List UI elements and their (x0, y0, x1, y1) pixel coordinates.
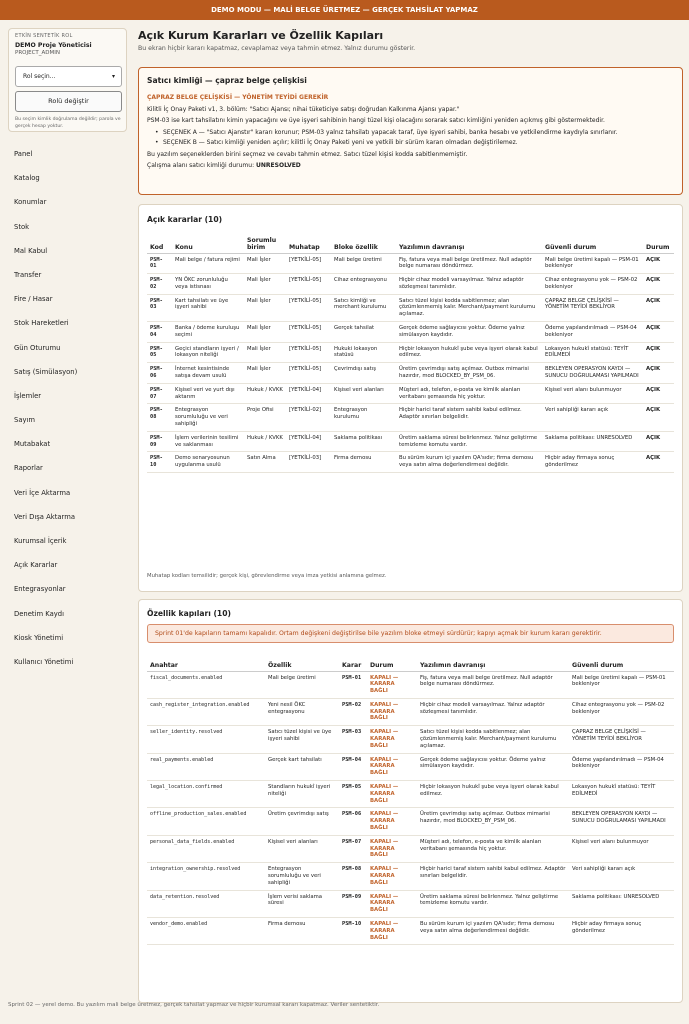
table-cell: Mali İşler (244, 342, 286, 363)
table-row (147, 726, 674, 753)
gates-column-header: Yazılımın davranışı (417, 647, 569, 671)
table-cell: Üretim saklama süresi belirlenmez. Yalnız geliştirme temizleme komutu vardır. (396, 431, 542, 452)
table-cell: AÇIK (643, 274, 674, 295)
table-cell: Mali belge üretimi kapalı — PSM-01 bekleniyor (542, 253, 643, 274)
table-cell: Gerçek ödeme sağlayıcısı yoktur. Ödeme yalnız simülasyon kaydıdır. (417, 753, 569, 780)
table-cell: Entegrasyon sorumluluğu ve veri sahipliği (172, 404, 244, 431)
table-cell: PSM-02 (147, 274, 172, 295)
table-row (147, 452, 674, 473)
sidebar-item[interactable]: Fire / Hasar (14, 295, 53, 304)
decisions-note: Muhatap kodları temsilidir; gerçek kişi, görevlendirme veya imza yetkisi anlamına gelmez. (147, 573, 387, 579)
decisions-column-header: Muhatap (286, 229, 331, 253)
table-cell: Gerçek ödeme sağlayıcısı yoktur. Ödeme yalnız simülasyon kaydıdır. (396, 322, 542, 343)
role-select[interactable] (15, 66, 122, 87)
gates-alert: Sprint 01'de kapıların tamamı kapalıdır. Ortam değişkeni değiştirilse bile yazılım bloke etmeyi sürdürür; kapıyı açmak bir kurum kararı gerektirir. (147, 624, 674, 643)
gates-column-header: Durum (367, 647, 417, 671)
sidebar-item[interactable]: İşlemler (14, 391, 42, 400)
table-cell: Hiçbir harici taraf sistem sahibi kabul edilmez. Adaptör sınırları belgelidir. (417, 863, 569, 890)
table-cell: AÇIK (643, 294, 674, 321)
table-cell: seller_identity.resolved (147, 726, 265, 753)
table-cell: AÇIK (643, 431, 674, 452)
sidebar-item[interactable]: Konumlar (14, 198, 47, 207)
table-cell: fiscal_documents.enabled (147, 671, 265, 698)
table-cell: Gerçek kart tahsilatı (265, 753, 339, 780)
table-cell: KAPALI — KARARA BAĞLI (367, 918, 417, 945)
table-cell: PSM-08 (339, 863, 367, 890)
table-cell: KAPALI — KARARA BAĞLI (367, 781, 417, 808)
table-cell: [YETKİLİ-04] (286, 383, 331, 404)
conflict-line: Kilitli İç Onay Paketi v1, 3. bölüm: "Satıcı Ajansı; nihai tüketiciye satışı doğrudan Kalkınma Ajansı yapar." (147, 106, 460, 113)
role-panel (8, 28, 127, 132)
sidebar-item[interactable]: Mal Kabul (14, 246, 48, 255)
table-cell: Ödeme yapılandırılmadı — PSM-04 bekleniyor (569, 753, 674, 780)
table-cell: Saklama politikası: UNRESOLVED (542, 431, 643, 452)
table-cell: [YETKİLİ-03] (286, 452, 331, 473)
active-role-code: PROJECT_ADMIN (15, 50, 60, 56)
table-cell: Mali belge üretimi (265, 671, 339, 698)
option-a: • SEÇENEK A — "Satıcı Ajanstır" kararı korunur; PSM-03 yalnız tahsilatı yapacak taraf, üye işyeri sahibi, banka hesabı ve yetkilendirme kaydıyla sınırlanır. (155, 128, 674, 137)
table-cell: Fiş, fatura veya mali belge üretilmez. Null adaptör belge numarası döndürmez. (396, 253, 542, 274)
table-cell: AÇIK (643, 404, 674, 431)
table-cell: Firma demosu (331, 452, 396, 473)
change-role-button[interactable]: Rolü değiştir (15, 91, 122, 112)
decisions-column-header: Kod (147, 229, 172, 253)
table-cell: İşlem verisi saklama süresi (265, 890, 339, 917)
table-cell: Entegrasyon kurulumu (331, 404, 396, 431)
table-cell: Lokasyon hukukî statüsü: TEYİT EDİLMEDİ (542, 342, 643, 363)
feature-gates-title: Özellik kapıları (10) (147, 609, 231, 618)
table-cell: integration_ownership.resolved (147, 863, 265, 890)
sidebar-item[interactable]: Transfer (14, 270, 42, 279)
table-row (147, 294, 674, 321)
table-cell: Hiçbir cihaz modeli varsayılmaz. Yalnız adaptör sözleşmesi tanımlıdır. (396, 274, 542, 295)
table-cell: offline_production_sales.enabled (147, 808, 265, 835)
table-cell: İşlem verilerinin tesilimi ve saklanması (172, 431, 244, 452)
table-cell: Satıcı tüzel kişisi kodda sabitlenmez; alan çözümlenmemiş kalır. Merchant/payment kurulumu açılamaz. (417, 726, 569, 753)
decisions-column-header: Bloke özellik (331, 229, 396, 253)
table-cell: Fiş, fatura veya mali belge üretilmez. Null adaptör belge numarası döndürmez. (417, 671, 569, 698)
table-row (147, 342, 674, 363)
table-cell: Hiçbir lokasyon hukukî şube veya işyeri olarak kabul edilmez. (396, 342, 542, 363)
table-cell: Hukuk / KVKK (244, 431, 286, 452)
table-cell: PSM-06 (339, 808, 367, 835)
table-cell: Entegrasyon sorumluluğu ve veri sahipliği (265, 863, 339, 890)
table-cell: Üretim çevrimdışı satış açılmaz. Outbox mimarisi hazırdır, mod BLOCKED_BY_PSM_06. (396, 363, 542, 384)
table-cell: PSM-02 (339, 698, 367, 725)
table-cell: Mali belge üretimi kapalı — PSM-01 bekleniyor (569, 671, 674, 698)
table-cell: PSM-07 (339, 835, 367, 862)
table-cell: Mali İşler (244, 294, 286, 321)
table-cell: Lokasyon hukukî statüsü: TEYİT EDİLMEDİ (569, 781, 674, 808)
table-cell: Geçici standların işyeri / lokasyon niteliği (172, 342, 244, 363)
table-cell: Kişisel veri alanı bulunmuyor (542, 383, 643, 404)
table-cell: legal_location.confirmed (147, 781, 265, 808)
table-cell: [YETKİLİ-05] (286, 322, 331, 343)
table-cell: PSM-10 (339, 918, 367, 945)
table-cell: Hiçbir harici taraf sistem sahibi kabul edilmez. Adaptör sınırları belgelidir. (396, 404, 542, 431)
table-cell: [YETKİLİ-05] (286, 253, 331, 274)
table-cell: BEKLEYEN OPERASYON KAYDI — SUNUCU DOĞRULAMASI YAPILMADI (569, 808, 674, 835)
active-user-name: DEMO Proje Yöneticisi (15, 42, 92, 49)
feature-gates-table (147, 647, 674, 945)
table-cell: KAPALI — KARARA BAĞLI (367, 726, 417, 753)
conflict-title: Satıcı kimliği — çapraz belge çelişkisi (147, 76, 307, 85)
table-cell: [YETKİLİ-05] (286, 274, 331, 295)
table-cell: cash_register_integration.enabled (147, 698, 265, 725)
table-cell: Kişisel veri alanları (331, 383, 396, 404)
table-cell: KAPALI — KARARA BAĞLI (367, 671, 417, 698)
sidebar-item[interactable]: Satış (Simülasyon) (14, 367, 78, 376)
table-cell: Hukuk / KVKK (244, 383, 286, 404)
table-cell: PSM-10 (147, 452, 172, 473)
role-panel-title: ETKİN SENTETİK ROL (15, 33, 73, 39)
table-cell: Bu sürüm kurum içi yazılım QA'sıdır; firma demosu veya satın alma değerlendirmesi değildir. (396, 452, 542, 473)
table-cell: ÇAPRAZ BELGE ÇELİŞKİSİ — YÖNETİM TEYİDİ BEKLİYOR (542, 294, 643, 321)
sidebar-item[interactable]: Veri İçe Aktarma (14, 488, 71, 497)
page-subtitle: Bu ekran hiçbir kararı kapatmaz, cevaplamaz veya tahmin etmez. Yalnız durumu gösterir. (138, 45, 416, 52)
table-cell: Yeni nesil ÖKC entegrasyonu (265, 698, 339, 725)
sidebar-nav (14, 150, 129, 682)
table-cell: Cihaz entegrasyonu (331, 274, 396, 295)
table-cell: PSM-05 (147, 342, 172, 363)
table-cell: Mali İşler (244, 322, 286, 343)
table-cell: Satıcı kimliği ve merchant kurulumu (331, 294, 396, 321)
table-cell: Üretim çevrimdışı satış (265, 808, 339, 835)
table-cell: Hiçbir cihaz modeli varsayılmaz. Yalnız adaptör sözleşmesi tanımlıdır. (417, 698, 569, 725)
sidebar-item[interactable]: Gün Oturumu (14, 343, 61, 352)
table-cell: PSM-04 (339, 753, 367, 780)
gates-column-header: Güvenli durum (569, 647, 674, 671)
table-cell: KAPALI — KARARA BAĞLI (367, 808, 417, 835)
table-cell: PSM-03 (147, 294, 172, 321)
table-row (147, 671, 674, 698)
table-cell: ÇAPRAZ BELGE ÇELİŞKİSİ — YÖNETİM TEYİDİ BEKLİYOR (569, 726, 674, 753)
decisions-column-header: Sorumlu birim (244, 229, 286, 253)
table-cell: KAPALI — KARARA BAĞLI (367, 835, 417, 862)
feature-gates-card (138, 599, 683, 1003)
table-row (147, 808, 674, 835)
table-cell: AÇIK (643, 363, 674, 384)
option-b: • SEÇENEK B — Satıcı kimliği yeniden açılır; kilitli İç Onay Paketi yeni ve yetkili bir sürüm kararı olmadan değiştirilemez. (155, 138, 674, 147)
table-cell: [YETKİLİ-05] (286, 294, 331, 321)
table-row (147, 431, 674, 452)
table-cell: Kart tahsilatı ve üye işyeri sahibi (172, 294, 244, 321)
table-cell: Veri sahipliği kararı açık (569, 863, 674, 890)
table-cell: Satıcı tüzel kişisi kodda sabitlenmez; alan çözümlenmemiş kalır. Merchant/payment kurulumu açılamaz. (396, 294, 542, 321)
table-cell: Üretim saklama süresi belirlenmez. Yalnız geliştirme temizleme komutu vardır. (417, 890, 569, 917)
sidebar-item[interactable]: Mutabakat (14, 440, 51, 449)
conflict-options (155, 128, 674, 147)
table-cell: PSM-09 (147, 431, 172, 452)
table-cell: KAPALI — KARARA BAĞLI (367, 753, 417, 780)
table-cell: AÇIK (643, 322, 674, 343)
sidebar-item[interactable]: Kiosk Yönetimi (14, 633, 64, 642)
sidebar-item[interactable]: Stok (14, 222, 30, 231)
table-cell: Cihaz entegrasyonu yok — PSM-02 bekleniyor (542, 274, 643, 295)
conflict-status-label: Çalışma alanı satıcı kimliği durumu: (147, 162, 255, 169)
table-cell: Banka / ödeme kuruluşu seçimi (172, 322, 244, 343)
table-row (147, 274, 674, 295)
table-cell: Mali İşler (244, 253, 286, 274)
sidebar-item[interactable]: Kurumsal İçerik (14, 537, 67, 545)
table-cell: Ödeme yapılandırılmadı — PSM-04 bekleniyor (542, 322, 643, 343)
table-cell: PSM-07 (147, 383, 172, 404)
sidebar-item[interactable]: Entegrasyonlar (14, 585, 66, 594)
table-cell: Satıcı tüzel kişisi ve üye işyeri sahibi (265, 726, 339, 753)
page-footer: Sprint 02 — yerel demo. Bu yazılım mali belge üretmez, gerçek tahsilat yapmaz ve hiçbir kurumsal kararı kapatmaz. Veriler sentetiktir. (8, 1002, 380, 1008)
table-row (147, 253, 674, 274)
table-cell: Mali İşler (244, 274, 286, 295)
table-cell: Cihaz entegrasyonu yok — PSM-02 bekleniyor (569, 698, 674, 725)
table-cell: PSM-09 (339, 890, 367, 917)
table-cell: AÇIK (643, 253, 674, 274)
decisions-column-header: Yazılımın davranışı (396, 229, 542, 253)
table-cell: Müşteri adı, telefon, e-posta ve kimlik alanları veritabanı şemasında hiç yoktur. (396, 383, 542, 404)
table-cell: Standların hukukî işyeri niteliği (265, 781, 339, 808)
gates-column-header: Karar (339, 647, 367, 671)
table-cell: Veri sahipliği kararı açık (542, 404, 643, 431)
gates-column-header: Özellik (265, 647, 339, 671)
conflict-line: Bu yazılım seçeneklerden birini seçmez ve cevabı tahmin etmez. Satıcı tüzel kişisi kodda sabitlenmemiştir. (147, 151, 468, 158)
table-cell: Bu sürüm kurum içi yazılım QA'sıdır; firma demosu veya satın alma değerlendirmesi değildir. (417, 918, 569, 945)
table-cell: Mali İşler (244, 363, 286, 384)
table-cell: [YETKİLİ-05] (286, 342, 331, 363)
table-cell: Saklama politikası (331, 431, 396, 452)
table-cell: Mali belge üretimi (331, 253, 396, 274)
table-cell: PSM-03 (339, 726, 367, 753)
sidebar-item[interactable]: Veri Dışa Aktarma (14, 512, 76, 521)
page-title: Açık Kurum Kararları ve Özellik Kapıları (138, 29, 384, 42)
table-cell: PSM-01 (339, 671, 367, 698)
table-cell: Gerçek tahsilat (331, 322, 396, 343)
sidebar-item[interactable]: Açık Kararlar (14, 561, 58, 570)
table-row (147, 322, 674, 343)
table-row (147, 753, 674, 780)
table-row (147, 918, 674, 945)
table-cell: Kişisel veri alanı bulunmuyor (569, 835, 674, 862)
conflict-status-value: UNRESOLVED (256, 162, 301, 169)
table-row (147, 835, 674, 862)
role-note: Bu seçim kimlik doğrulama değildir; parola ve gerçek hesap yoktur. (15, 117, 121, 129)
table-cell: KAPALI — KARARA BAĞLI (367, 863, 417, 890)
table-cell: PSM-01 (147, 253, 172, 274)
table-cell: PSM-06 (147, 363, 172, 384)
decisions-column-header: Durum (643, 229, 674, 253)
table-cell: Çevrimdışı satış (331, 363, 396, 384)
table-cell: Hiçbir lokasyon hukukî şube veya işyeri olarak kabul edilmez. (417, 781, 569, 808)
table-row (147, 404, 674, 431)
table-cell: [YETKİLİ-04] (286, 431, 331, 452)
table-cell: Kişisel veri ve yurt dışı aktarım (172, 383, 244, 404)
table-row (147, 863, 674, 890)
table-cell: AÇIK (643, 342, 674, 363)
table-cell: vendor_demo.enabled (147, 918, 265, 945)
table-cell: Üretim çevrimdışı satış açılmaz. Outbox mimarisi hazırdır, mod BLOCKED_BY_PSM_06. (417, 808, 569, 835)
table-cell: PSM-04 (147, 322, 172, 343)
table-cell: Proje Ofisi (244, 404, 286, 431)
table-cell: KAPALI — KARARA BAĞLI (367, 698, 417, 725)
decisions-column-header: Güvenli durum (542, 229, 643, 253)
table-cell: Hukuki lokasyon statüsü (331, 342, 396, 363)
conflict-header: ÇAPRAZ BELGE ÇELİŞKİSİ — YÖNETİM TEYİDİ GEREKİR (147, 94, 329, 101)
decisions-column-header: Konu (172, 229, 244, 253)
table-cell: [YETKİLİ-02] (286, 404, 331, 431)
table-cell: Hiçbir aday firmaya sonuç gönderilmez (569, 918, 674, 945)
table-cell: BEKLEYEN OPERASYON KAYDI — SUNUCU DOĞRULAMASI YAPILMADI (542, 363, 643, 384)
table-cell: Mali belge / fatura rejimi (172, 253, 244, 274)
table-row (147, 781, 674, 808)
table-cell: Satın Alma (244, 452, 286, 473)
table-row (147, 698, 674, 725)
open-decisions-table (147, 229, 674, 473)
open-decisions-card (138, 204, 683, 592)
gates-column-header: Anahtar (147, 647, 265, 671)
table-cell: İnternet kesintisinde satışa devam usulü (172, 363, 244, 384)
conflict-line: PSM-03 ise kart tahsilatını kimin yapacağını ve üye işyeri sahibinin hangi tüzel kişi olacağını sorarak satıcı kimliğini yeniden açıkmış gibi göstermektedir. (147, 117, 605, 124)
table-cell: data_retention.resolved (147, 890, 265, 917)
conflict-status (147, 161, 674, 170)
chevron-down-icon: ▾ (111, 73, 115, 80)
table-cell: YN ÖKC zorunluluğu veya istisnası (172, 274, 244, 295)
demo-mode-banner: DEMO MODU — MALİ BELGE ÜRETMEZ — GERÇEK TAHSİLAT YAPMAZ (0, 0, 689, 20)
table-row (147, 383, 674, 404)
sidebar-item[interactable]: Katalog (14, 174, 40, 183)
table-row (147, 363, 674, 384)
table-cell: PSM-05 (339, 781, 367, 808)
seller-identity-conflict-card (138, 67, 683, 195)
sidebar-item[interactable]: Kullanıcı Yönetimi (14, 657, 74, 666)
table-cell: Saklama politikası: UNRESOLVED (569, 890, 674, 917)
role-select-value: Rol seçin... (23, 73, 56, 80)
table-cell: KAPALI — KARARA BAĞLI (367, 890, 417, 917)
table-cell: AÇIK (643, 452, 674, 473)
sidebar (0, 20, 135, 1024)
table-cell: Kişisel veri alanları (265, 835, 339, 862)
table-cell: Hiçbir aday firmaya sonuç gönderilmez (542, 452, 643, 473)
sidebar-item[interactable]: Stok Hareketleri (14, 319, 69, 328)
sidebar-item[interactable]: Panel (14, 150, 33, 158)
sidebar-item[interactable]: Sayım (14, 416, 36, 425)
sidebar-item[interactable]: Denetim Kaydı (14, 609, 64, 618)
table-cell: AÇIK (643, 383, 674, 404)
table-cell: Müşteri adı, telefon, e-posta ve kimlik alanları veritabanı şemasında hiç yoktur. (417, 835, 569, 862)
table-cell: personal_data_fields.enabled (147, 835, 265, 862)
table-cell: PSM-08 (147, 404, 172, 431)
table-cell: Demo senaryosunun uygulanma usulü (172, 452, 244, 473)
table-cell: real_payments.enabled (147, 753, 265, 780)
open-decisions-title: Açık kararlar (10) (147, 215, 223, 224)
sidebar-item[interactable]: Raporlar (14, 464, 43, 473)
table-cell: Firma demosu (265, 918, 339, 945)
table-row (147, 890, 674, 917)
table-cell: [YETKİLİ-05] (286, 363, 331, 384)
